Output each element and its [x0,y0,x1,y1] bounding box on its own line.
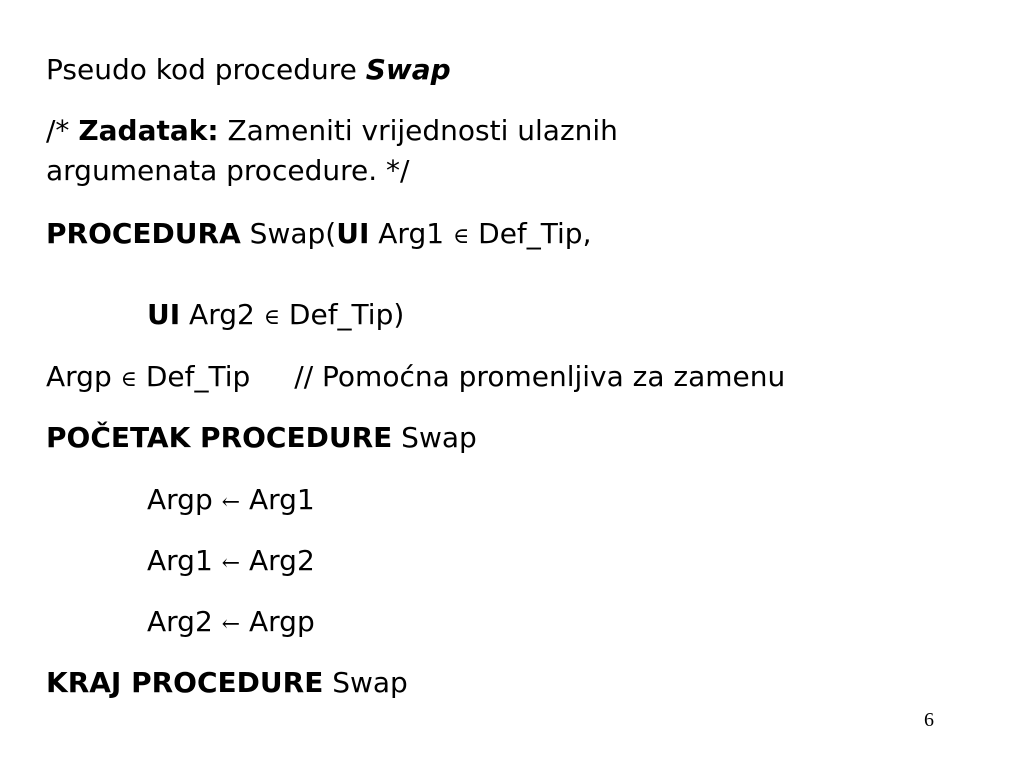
param2-mode: UI [147,298,181,331]
heading-text: Pseudo kod procedure [46,53,366,86]
comment-open: /* [46,114,79,147]
local-variable-type: Def_Tip [136,360,251,393]
begin-keyword: POČETAK PROCEDURE [46,421,393,454]
element-of-symbol: ∈ [120,367,137,392]
task-text-line-1: Zameniti vrijednosti ulaznih [218,114,618,147]
element-of-symbol: ∈ [452,224,470,249]
assignment-source: Arg2 [240,544,315,577]
assignment-line [147,544,315,581]
page-number: 6 [924,709,934,731]
heading-procedure-name: Swap [365,53,451,86]
param2-type: Def_Tip) [280,298,405,331]
procedure-header-line-1 [46,217,591,254]
local-variable-name: Argp [46,360,121,393]
param1-type: Def_Tip, [469,217,592,250]
assignment-target: Arg2 [147,605,222,638]
end-procedure-name: Swap [323,666,408,699]
assignment-target: Arg1 [147,544,222,577]
procedure-name-open: Swap( [240,217,337,250]
end-procedure-line [46,666,408,700]
slide-heading [46,53,451,87]
assignment-line [147,483,315,520]
procedure-keyword: PROCEDURA [46,217,241,250]
param2-name: Arg2 [180,298,264,331]
param1-mode: UI [336,217,370,250]
assign-arrow-symbol: ← [221,551,241,576]
assignment-line [147,605,315,642]
param1-name: Arg1 [369,217,453,250]
task-comment-line-2 [46,154,409,188]
assignment-source: Arg1 [240,483,315,516]
assignment-source: Argp [240,605,315,638]
assign-arrow-symbol: ← [221,612,241,637]
local-variable-comment: // Pomoćna promenljiva za zamenu [294,360,786,393]
element-of-symbol: ∈ [263,305,281,330]
assignment-target: Argp [147,483,222,516]
assign-arrow-symbol: ← [221,490,241,515]
end-keyword: KRAJ PROCEDURE [46,666,324,699]
begin-procedure-name: Swap [392,421,477,454]
task-comment-line-1 [46,114,618,148]
task-text-line-2: argumenata procedure. */ [46,154,410,187]
task-label: Zadatak: [78,114,219,147]
local-variable-line [46,360,785,397]
procedure-header-line-2 [147,298,404,335]
begin-procedure-line [46,421,477,455]
